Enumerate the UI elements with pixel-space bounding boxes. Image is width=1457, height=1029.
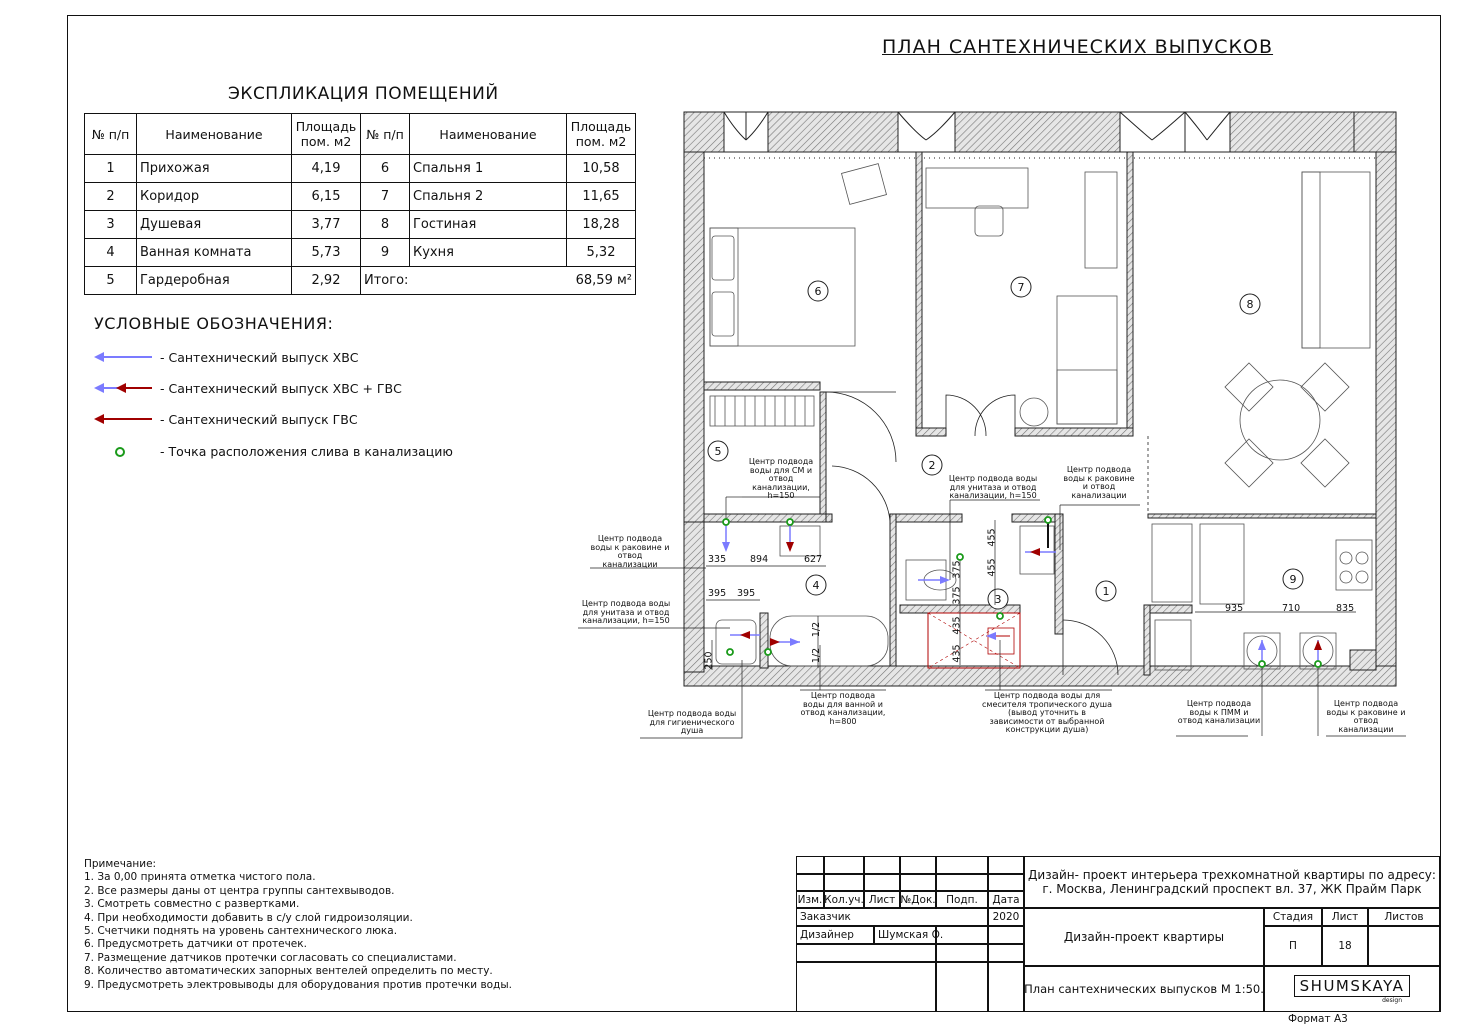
cell-area: 11,65: [567, 183, 636, 211]
dim-label: 1/2: [811, 621, 823, 638]
stamp-cell: [988, 874, 1024, 891]
legend-text: - Сантехнический выпуск ХВС + ГВС: [160, 380, 402, 396]
legend-title: УСЛОВНЫЕ ОБОЗНАЧЕНИЯ:: [94, 314, 334, 333]
stamp-stage-label: Стадия: [1264, 908, 1322, 926]
cell-num: 9: [361, 239, 410, 267]
stamp-col-label: Лист: [864, 891, 900, 908]
stamp-doc-name: Дизайн-проект квартиры: [1024, 908, 1264, 966]
stamp-cell: [796, 874, 824, 891]
stamp-col-label: №Док.: [900, 891, 936, 908]
cell-area: 3,77: [292, 211, 361, 239]
drain-icon: [787, 519, 793, 525]
stamp-designer-name: Шумская О.: [874, 926, 936, 944]
label-dishwasher: Центр подвода воды к ПММ и отвод канализации: [1177, 699, 1261, 725]
label-washing-machine: Центр подвода воды для СМ и отвод канализации, h=150: [748, 457, 814, 500]
room-number-5: 5: [714, 445, 722, 458]
cell-area: 4,19: [292, 155, 361, 183]
stamp-sheets: [1368, 926, 1440, 966]
stamp-sheet-title: План сантехнических выпусков М 1:50.: [1024, 966, 1264, 1012]
note-item: 8. Количество автоматических запорных вентелей определить по месту.: [84, 965, 493, 978]
stamp-cell: [864, 874, 900, 891]
note-item: 3. Смотреть совместно с развертками.: [84, 898, 300, 911]
room-number-4: 4: [812, 579, 820, 592]
dim-label: 435: [951, 616, 963, 635]
logo-text: SHUMSKAYA: [1294, 975, 1411, 997]
stamp-cell: [796, 856, 824, 874]
header-area: Площадь пом. м2: [567, 114, 636, 155]
furniture: [710, 164, 1372, 670]
blue-arrow-icon: [940, 576, 950, 584]
room-number-9: 9: [1289, 573, 1297, 586]
drain-icon: [997, 613, 1003, 619]
cell-area: 6,15: [292, 183, 361, 211]
stamp-col-label: Дата: [988, 891, 1024, 908]
stamp-cell: [936, 962, 988, 1012]
dim-label: 455: [986, 528, 998, 547]
header-area: Площадь пом. м2: [292, 114, 361, 155]
dim-label: 455: [986, 558, 998, 577]
stamp-col-label: Подп.: [936, 891, 988, 908]
blue-arrow-icon: [1258, 640, 1266, 650]
stamp-col-label: Кол.уч.: [824, 891, 864, 908]
stamp-designer-label: Дизайнер: [796, 926, 874, 944]
room-number-7: 7: [1017, 281, 1025, 294]
stamp-cell: [936, 944, 988, 962]
stamp-cell: [988, 944, 1024, 962]
red-arrow-icon: [740, 631, 750, 639]
stamp-cell: [988, 856, 1024, 874]
dim-label: 627: [804, 554, 823, 565]
stamp-cell: [900, 874, 936, 891]
stamp-year: 2020: [988, 908, 1024, 926]
cell-name: Гардеробная: [137, 267, 292, 295]
stamp-sheet: 18: [1322, 926, 1368, 966]
cell-area: 5,32: [567, 239, 636, 267]
cell-num: 4: [85, 239, 137, 267]
stamp-cell: [936, 926, 988, 944]
legend-text: - Сантехнический выпуск ГВС: [160, 411, 358, 427]
label-toilet-4: Центр подвода воды для унитаза и отвод канализации, h=150: [581, 599, 671, 625]
cell-area: 2,92: [292, 267, 361, 295]
dim-label: 835: [1336, 603, 1355, 614]
label-sink-3: Центр подвода воды к раковине и отвод канализации: [1063, 465, 1135, 500]
cell-area: 10,58: [567, 155, 636, 183]
cell-name: Ванная комната: [137, 239, 292, 267]
stamp-project: Дизайн- проект интерьера трехкомнатной квартиры по адресу: г. Москва, Ленинградский проспект вл. 37, ЖК Прайм Парк: [1024, 856, 1440, 908]
cell-name: Спальня 1: [410, 155, 567, 183]
cell-num: 8: [361, 211, 410, 239]
room-numbers: [715, 281, 1297, 606]
note-item: 9. Предусмотреть электровыводы для оборудования против протечки воды.: [84, 978, 512, 991]
stamp-col-label: Изм.: [796, 891, 824, 908]
blue-arrow-icon: [986, 632, 996, 640]
dim-label: 395: [708, 588, 727, 599]
stamp-cell: [824, 856, 864, 874]
stamp-sheets-label: Листов: [1368, 908, 1440, 926]
cell-num: 3: [85, 211, 137, 239]
stamp-cell: [936, 856, 988, 874]
drain-icon: [957, 554, 963, 560]
blue-arrow-icon: [722, 542, 730, 552]
explication-title: ЭКСПЛИКАЦИЯ ПОМЕЩЕНИЙ: [228, 84, 499, 104]
room-number-1: 1: [1102, 585, 1110, 598]
label-sink-4: Центр подвода воды к раковине и отвод канализации: [590, 534, 670, 569]
room-number-6: 6: [814, 285, 822, 298]
cell-area: 18,28: [567, 211, 636, 239]
cell-name: Гостиная: [410, 211, 567, 239]
dim-label: 1/2: [811, 647, 823, 664]
drain-icon: [1315, 661, 1321, 667]
drain-icon: [723, 519, 729, 525]
header-name: Наименование: [410, 114, 567, 155]
dim-label: 375: [951, 560, 963, 579]
room-number-3: 3: [994, 593, 1002, 606]
header-name: Наименование: [137, 114, 292, 155]
dim-label: 335: [708, 554, 727, 565]
notes: [84, 858, 512, 992]
label-rain-shower: Центр подвода воды для смесителя тропического душа (вывод уточнить в зависимости от выбранной конструкции душа): [982, 691, 1112, 734]
cell-num: 7: [361, 183, 410, 211]
shower-area: [928, 613, 1020, 668]
interior-walls: [684, 152, 1376, 675]
dim-label: 395: [737, 588, 756, 599]
stamp-cell: [796, 962, 936, 1012]
legend-text: - Сантехнический выпуск ХВС: [160, 349, 359, 365]
label-bath: Центр подвода воды для ванной и отвод канализации, h=800: [800, 691, 886, 726]
format-label: Формат А3: [1288, 1013, 1348, 1025]
room-number-2: 2: [928, 459, 936, 472]
room-number-8: 8: [1246, 298, 1254, 311]
total-label: Итого:: [361, 267, 567, 295]
drain-icon: [1259, 661, 1265, 667]
stamp-stage: П: [1264, 926, 1322, 966]
header-num: № п/п: [361, 114, 410, 155]
dim-label: 435: [951, 644, 963, 663]
red-arrow-icon: [786, 542, 794, 552]
cell-name: Спальня 2: [410, 183, 567, 211]
dim-label: 250: [703, 651, 715, 670]
cell-num: 2: [85, 183, 137, 211]
stamp-cell: [936, 874, 988, 891]
title-block: [796, 856, 1440, 1012]
red-arrow-icon: [770, 638, 780, 646]
label-kitchen-sink: Центр подвода воды к раковине и отвод канализации: [1326, 699, 1406, 734]
total-value: 68,59 м²: [567, 267, 636, 295]
red-arrow-icon: [1030, 548, 1040, 556]
dim-label: 375: [951, 586, 963, 605]
stamp-cell: [900, 856, 936, 874]
dim-label: 894: [750, 554, 769, 565]
note-item: 4. При необходимости добавить в с/у слой гидроизоляции.: [84, 911, 413, 924]
room-markers: [708, 277, 1303, 609]
stamp-cell: [796, 944, 936, 962]
red-arrow-icon: [1314, 640, 1322, 650]
blue-arrow-icon: [790, 638, 800, 646]
note-item: 2. Все размеры даны от центра группы сантехвыводов.: [84, 884, 395, 897]
legend-text: - Точка расположения слива в канализацию: [160, 443, 453, 459]
cell-name: Кухня: [410, 239, 567, 267]
note-item: 1. За 0,00 принята отметка чистого пола.: [84, 871, 316, 884]
header-num: № п/п: [85, 114, 137, 155]
drain-icon: [1045, 517, 1051, 523]
cell-area: 5,73: [292, 239, 361, 267]
stamp-cell: [988, 926, 1024, 944]
cell-name: Прихожая: [137, 155, 292, 183]
drain-icon: [765, 649, 771, 655]
label-hygienic-shower: Центр подвода воды для гигиенического душа: [647, 709, 737, 735]
cell-num: 1: [85, 155, 137, 183]
dim-label: 710: [1282, 603, 1301, 614]
stamp-customer: Заказчик: [796, 908, 988, 926]
note-item: 5. Счетчики поднять на уровень сантехнического люка.: [84, 925, 398, 938]
stamp-cell: [988, 962, 1024, 1012]
page-title: ПЛАН САНТЕХНИЧЕСКИХ ВЫПУСКОВ: [882, 36, 1274, 58]
label-toilet-3: Центр подвода воды для унитаза и отвод канализации, h=150: [948, 474, 1038, 500]
cell-num: 6: [361, 155, 410, 183]
stamp-cell: [864, 856, 900, 874]
cell-num: 5: [85, 267, 137, 295]
note-item: 6. Предусмотреть датчики от протечек.: [84, 938, 307, 951]
cell-name: Душевая: [137, 211, 292, 239]
dim-label: 935: [1225, 603, 1244, 614]
stamp-cell: [824, 874, 864, 891]
stamp-logo: [1264, 966, 1440, 1012]
drain-icon: [727, 649, 733, 655]
notes-title: Примечание:: [84, 858, 157, 870]
note-item: 7. Размещение датчиков протечки согласовать со специалистами.: [84, 951, 457, 964]
logo-subtext: design: [1382, 996, 1402, 1004]
stamp-sheet-label: Лист: [1322, 908, 1368, 926]
cell-name: Коридор: [137, 183, 292, 211]
